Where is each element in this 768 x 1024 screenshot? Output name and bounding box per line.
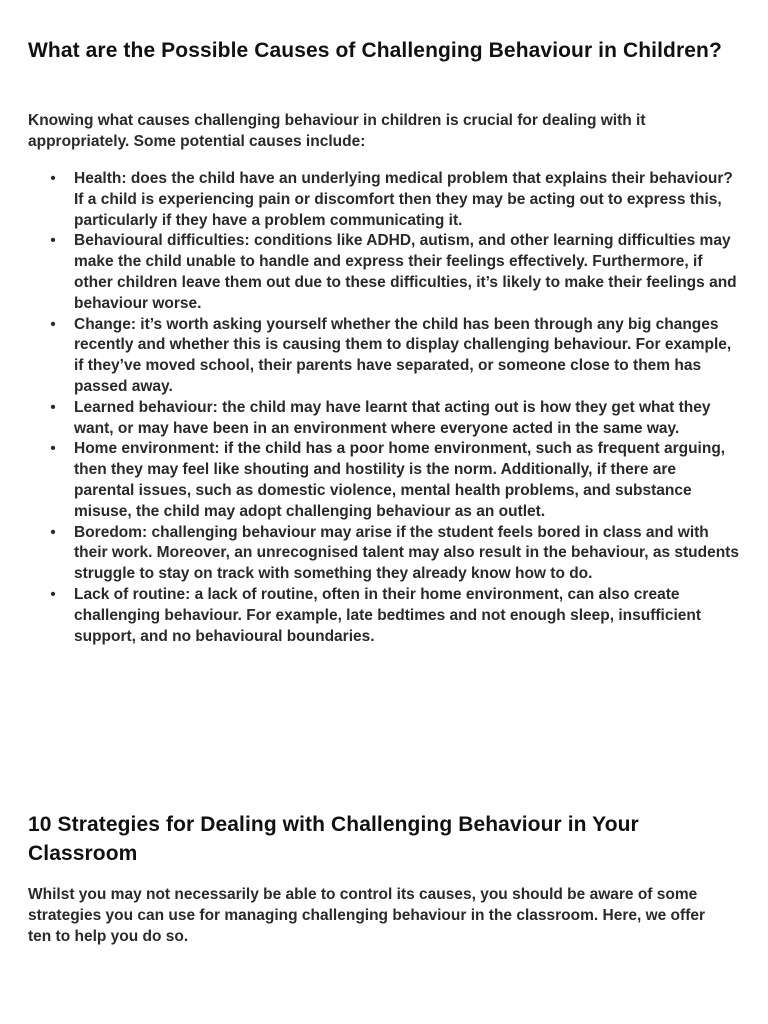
- bullet-icon: •: [50, 585, 56, 603]
- list-item-text: Lack of routine: a lack of routine, often in their home environment, can also create challenging behaviour. For example, late bedtimes and not enough sleep, insufficient support, and no behavioural boundaries.: [74, 585, 702, 645]
- list-item-text: Home environment: if the child has a poor home environment, such as frequent arguing, then they may feel like shouting and hostility is the norm. Additionally, if there are parental issues, such as domestic violence, mental health problems, and substance misuse, the child may adopt challenging behaviour as an outlet.: [74, 440, 726, 520]
- bullet-icon: •: [50, 232, 56, 250]
- list-item-text: Change: it’s worth asking yourself whether the child has been through any big changes recently and whether this is causing them to display challenging behaviour. For example, if they’ve moved school, their parents have separated, or someone close to them has passed away.: [74, 315, 732, 395]
- bullet-icon: •: [50, 315, 56, 333]
- list-item-boredom: [28, 523, 740, 585]
- strategies-intro-paragraph: Whilst you may not necessarily be able to control its causes, you should be aware of some strategies you can use for managing challenging behaviour in the classroom. Here, we offer ten to help you do so.: [28, 886, 706, 945]
- list-item-text: Boredom: challenging behaviour may arise if the student feels bored in class and with their work. Moreover, an unrecognised talent may also result in the behaviour, as students struggle to stay on track with something they already know how to do.: [74, 523, 739, 583]
- list-item-behavioural-difficulties: [28, 231, 740, 314]
- list-item-text: Health: does the child have an underlying medical problem that explains their behaviour? If a child is experiencing pain or discomfort then they may be acting out to express this, particularly if they have a problem communicating it.: [74, 170, 733, 229]
- list-item-text: Behavioural difficulties: conditions like ADHD, autism, and other learning difficulties may make the child unable to handle and express their feelings effectively. Furthermore, if other children leave them out due to these difficulties, it’s likely to make their feelings and behaviour worse.: [74, 232, 737, 312]
- list-item-text: Learned behaviour: the child may have learnt that acting out is how they get what they want, or may have been in an environment where everyone acted in the same way.: [74, 398, 711, 437]
- bullet-icon: •: [50, 398, 56, 416]
- section-heading-causes: What are the Possible Causes of Challenging Behaviour in Children?: [28, 39, 722, 62]
- section-heading-strategies: 10 Strategies for Dealing with Challenging Behaviour in Your Classroom: [28, 813, 639, 865]
- causes-list: [28, 169, 740, 647]
- list-item-home-environment: [28, 439, 740, 522]
- list-item-lack-of-routine: [28, 585, 740, 647]
- bullet-icon: •: [50, 523, 56, 541]
- list-item-change: [28, 315, 740, 398]
- bullet-icon: •: [50, 170, 56, 187]
- list-item-learned-behaviour: [28, 398, 740, 440]
- list-item-health: [28, 169, 740, 231]
- causes-intro-paragraph: Knowing what causes challenging behaviour in children is crucial for dealing with it appropriately. Some potential causes include:: [28, 112, 646, 150]
- bullet-icon: •: [50, 440, 56, 458]
